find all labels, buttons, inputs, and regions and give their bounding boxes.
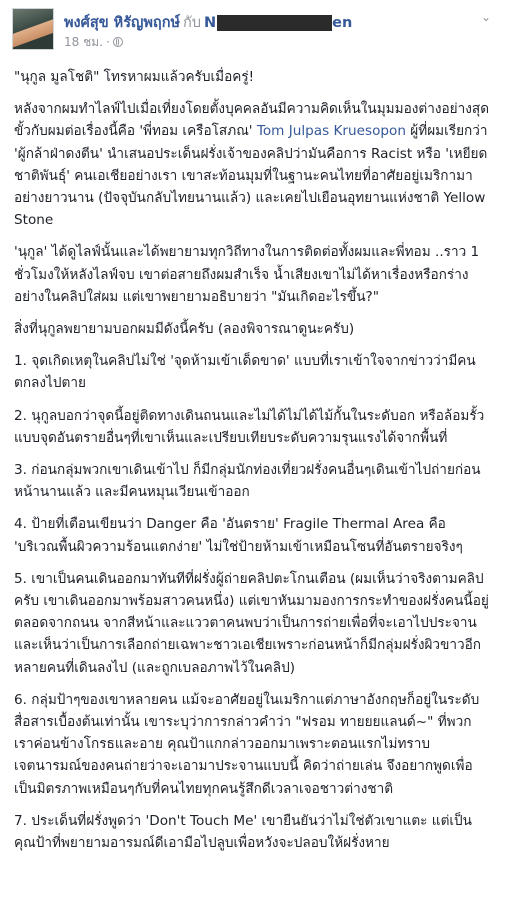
post-paragraph: 'นุกูล' ได้ดูไลฟ์นั้นและได้พยายามทุกวิถีทางในการติดต่อทั้งผมและพี่ทอม ..ราว 1 ชั่วโมงให้หลังไลฟ์จบ เขาต่อสายถึงผมสำเร็จ น้ำเสียงเขาไม่ได้หาเรื่องหรือกร่างอย่างในคลิปใส่ผม แต่เขาพยายามอธิบายว่า "มันเกิดอะไรขึ้น?" xyxy=(14,244,480,305)
globe-icon[interactable] xyxy=(113,37,123,47)
post-paragraph: 4. ป้ายที่เตือนเขียนว่า Danger คือ 'อันตราย' Fragile Thermal Area คือ 'บริเวณพื้นผิวความร้อนแตกง่าย' ไม่ใช่ป้ายห้ามเข้าเหมือนโซนที่อันตรายจริงๆ xyxy=(14,516,463,555)
post-paragraph: 6. กลุ่มป้าๆของเขาหลายคน แม้จะอาศัยอยู่ในเมริกาแต่ภาษาอังกฤษก็อยู่ในระดับสื่อสารเบื้องต้นเท่านั้น เขาระบุว่าการกล่าวคำว่า "ฟรอม ทายยยแลนด์~" ที่พวกเราค่อนข้างโกรธและอาย คุณป้าแกกล่าวออกมาเพราะตอนแรกไม่ทราบเจตนารมณ์ของคนถ่ายว่าจะเอามาประจานแบบนี้ คิดว่าถ่ายเล่น จึงอยากพูดเพื่อเป็นมิตรภาพเหมือนๆกับที่คนไทยทุกคนรู้สึกดีเวลาเจอชาวต่างชาติ xyxy=(14,691,480,797)
post-title-line xyxy=(64,11,352,34)
post-paragraph: 1. จุดเกิดเหตุในคลิปไม่ใช่ 'จุดห้ามเข้าเด็ดขาด' แบบที่เราเข้าใจจากข่าวว่ามีคนตกลงไปตาย xyxy=(14,353,476,392)
post-paragraph: 7. ประเด็นที่ฝรั่งพูดว่า 'Don't Touch Me' เขายืนยันว่าไม่ใช่ตัวเขาแตะ แต่เป็นคุณป้าที่พยายามอารมณ์ดีเอามือไปลูบเพื่อหวังจะปลอบให้ฝรั่งหาย xyxy=(14,812,472,852)
redaction-mark xyxy=(217,15,332,31)
author-avatar[interactable] xyxy=(12,8,54,50)
paragraph-text: หลังจากผมทำไลฟ์ไปเมื่อเที่ยงโดยตั้งบุคคลอันมีความคิดเห็นในมุมมองต่างอย่างสุดขั้วกับผมต่อเรื่องนี้คือ 'พี่ทอม เครือโสภณ' xyxy=(14,101,490,140)
post-paragraph xyxy=(14,98,491,231)
post-meta xyxy=(64,33,123,52)
meta-separator: · xyxy=(105,35,110,49)
post-paragraph: "นุกูล มูลโชติ" โทรหาผมแล้วครับเมื่อครู่! xyxy=(14,69,255,85)
paragraph-text: ผู้ที่ผมเรียกว่า 'ผู้กล้าฝ่าดงตีน' นำเสนอประเด็นฝรั่งเจ้าของคลิปว่ามันคือการ Racist หรือ 'เหยียดชาติพันธุ์' คนเอเชียอย่างเรา เขาสะท้อนมุมที่ในฐานะคนไทยที่อาศัยอยู่เมริกามาอย่างยาวนาน (ปัจจุบันกลับไทยนานแล้ว) และเคยไปเยือนอุทยานแห่งชาติ Yellow Stone xyxy=(14,123,488,229)
tagged-name-suffix: en xyxy=(332,15,353,31)
post-paragraph: สิ่งที่นุกูลพยายามบอกผมมีดังนี้ครับ (ลองพิจารณาดูนะครับ) xyxy=(14,321,355,338)
post-paragraph: 2. นุกูลบอกว่าจุดนี้อยู่ติดทางเดินถนนและไม่ได้ไม่ได้ไม้กั้นในระดับอก หรือล้อมรั้วแบบจุดอันตรายอื่นๆที่เขาเห็นและเปรียบเทียบระดับความรุนแรงได้จากพื้นที่ xyxy=(14,407,485,446)
post-timestamp[interactable]: 18 ชม. xyxy=(64,35,103,49)
tagged-name-prefix: N xyxy=(204,15,217,31)
author-name[interactable]: พงศ์สุข หิรัญพฤกษ์ xyxy=(64,15,181,31)
tagged-user-link[interactable]: Tom Julpas Kruesopon xyxy=(256,123,406,140)
with-word: กับ xyxy=(183,15,202,31)
post-paragraph: 5. เขาเป็นคนเดินออกมาทันทีที่ฝรั่งผู้ถ่ายคลิปตะโกนเตือน (ผมเห็นว่าจริงตามคลิปครับ เขาเดินออกมาพร้อมสาวคนหนึ่ง) แต่เขาหันมามองการกระทำของฝรั่งคนนี้อยู่ตลอดจากถนน จากสีหน้าและแววตาคนพบว่าเป็นการถ่ายเพื่อที่จะเอาไปประจาน และเห็นว่าเป็นการเลือกถ่ายเฉพาะชาวเอเชียเพราะก่อนหน้าก็มีกลุ่มฝรั่งผิวขาวอีกหลายคนที่เดินลงไป (และถูกเบลอภาพไว้ในคลิป) xyxy=(14,570,489,676)
post-header xyxy=(8,6,497,54)
tagged-person[interactable] xyxy=(204,15,352,31)
chevron-down-icon[interactable]: ⌄ xyxy=(480,10,492,24)
post-body xyxy=(8,54,497,854)
post-paragraph: 3. ก่อนกลุ่มพวกเขาเดินเข้าไป ก็มีกลุ่มนักท่องเที่ยวฝรั่งคนอื่นๆเดินเข้าไปถ่ายก่อนหน้านานแล้ว และมีคนหมุนเวียนเข้าออก xyxy=(14,462,481,501)
